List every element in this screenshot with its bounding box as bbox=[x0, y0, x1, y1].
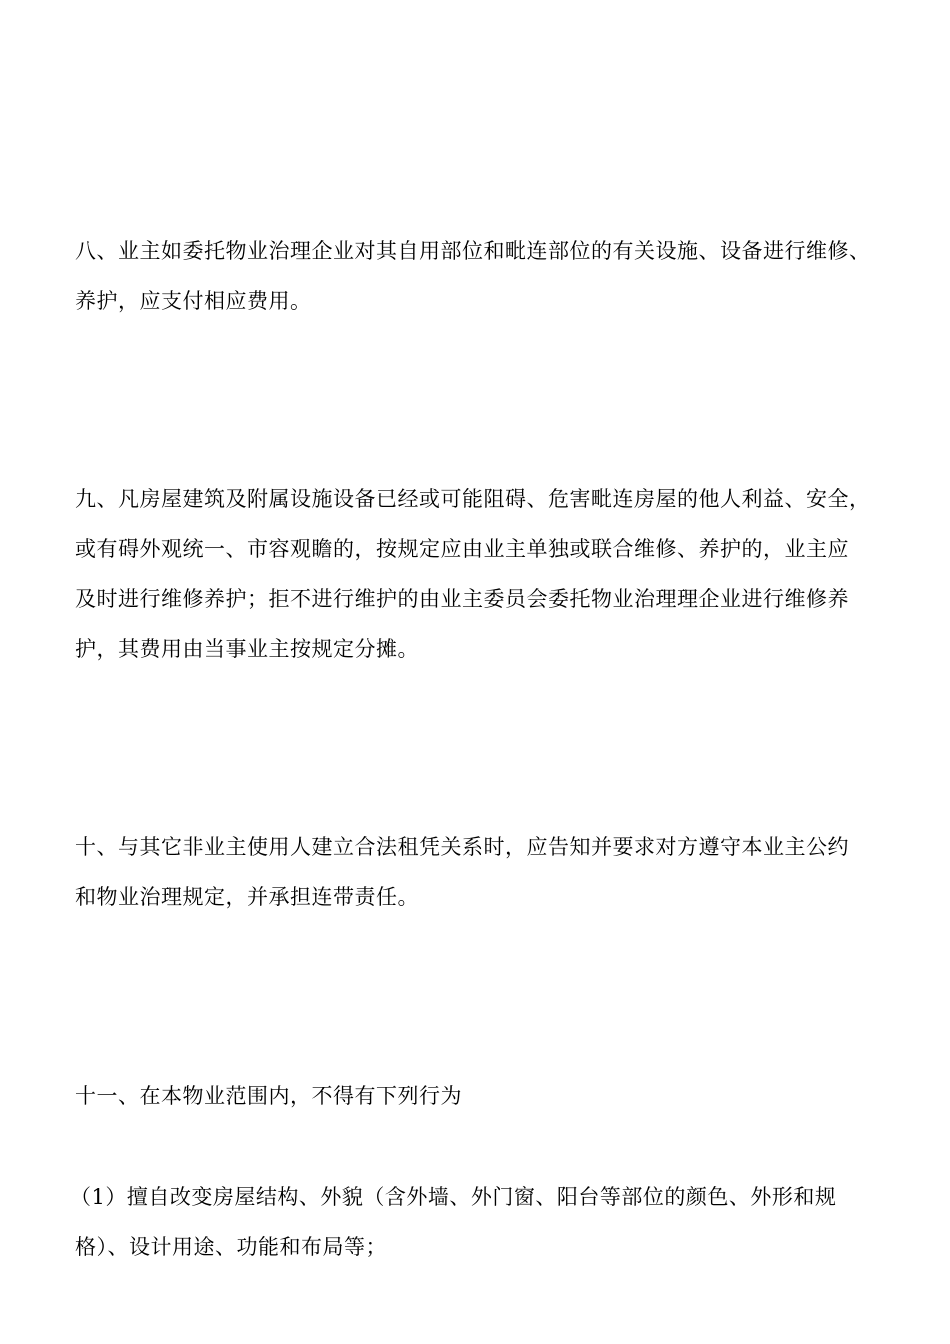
paragraph-9-line-4: 护，其费用由当事业主按规定分摊。 bbox=[75, 637, 419, 661]
paragraph-8-line-2: 养护，应支付相应费用。 bbox=[75, 289, 312, 313]
paragraph-9-line-1: 九、凡房屋建筑及附属设施设备已经或可能阻碍、危害毗连房屋的他人利益、安全， bbox=[75, 487, 871, 511]
paragraph-10-line-1: 十、与其它非业主使用人建立合法租凭关系时，应告知并要求对方遵守本业主公约 bbox=[75, 835, 849, 859]
paragraph-10-line-2: 和物业治理规定，并承担连带责任。 bbox=[75, 885, 419, 909]
paragraph-11-heading: 十一、在本物业范围内，不得有下列行为 bbox=[75, 1084, 462, 1108]
paragraph-9-line-2: 或有碍外观统一、市容观瞻的，按规定应由业主单独或联合维修、养护的，业主应 bbox=[75, 537, 849, 561]
item-1-line-1: （1）擅自改变房屋结构、外貌（含外墙、外门窗、阳台等部位的颜色、外形和规 bbox=[70, 1185, 837, 1209]
paragraph-9-line-3: 及时进行维修养护；拒不进行维护的由业主委员会委托物业治理理企业进行维修养 bbox=[75, 587, 849, 611]
item-1-line-2: 格）、设计用途、功能和布局等； bbox=[75, 1235, 387, 1259]
paragraph-8-line-1: 八、业主如委托物业治理企业对其自用部位和毗连部位的有关设施、设备进行维修、 bbox=[75, 239, 871, 263]
